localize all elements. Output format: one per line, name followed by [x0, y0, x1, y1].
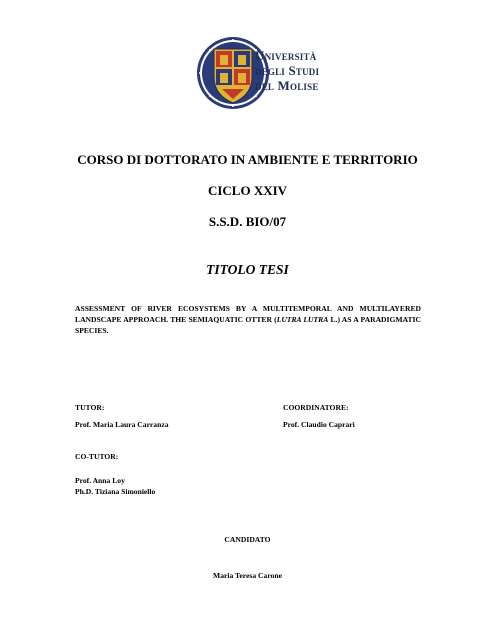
tutor-label: TUTOR:: [75, 403, 105, 412]
cotutor-name-1: Prof. Anna Loy: [75, 476, 125, 485]
course-title: CORSO DI DOTTORATO IN AMBIENTE E TERRITORIO: [77, 152, 418, 167]
cycle-title: CICLO XXIV: [207, 183, 288, 198]
tutor-name: Prof. Maria Laura Carranza: [75, 420, 169, 429]
university-name-line2: degli Studi: [255, 63, 320, 78]
candidate-label: CANDIDATO: [224, 535, 271, 544]
thesis-title-species: LUTRA LUTRA: [276, 315, 329, 324]
thesis-title-part2: L.) AS A PARADIGMATIC SPECIES.: [75, 315, 421, 335]
cotutor-name-2: Ph.D. Tiziana Simoniello: [75, 487, 156, 496]
university-name-line1: Università: [255, 48, 317, 63]
cotutor-label: CO-TUTOR:: [75, 452, 119, 461]
ssd-title: S.S.D. BIO/07: [208, 214, 287, 229]
candidate-name: Maria Teresa Carone: [213, 571, 282, 580]
coordinator-label: COORDINATORE:: [283, 403, 349, 412]
university-name: [255, 48, 319, 93]
coordinator-name: Prof. Claudio Caprari: [283, 420, 355, 429]
thesis-title-label: TITOLO TESI: [206, 262, 289, 277]
thesis-title-text: [75, 303, 421, 336]
university-name-line3: del Molise: [255, 78, 319, 93]
thesis-title-part1: ASSESSMENT OF RIVER ECOSYSTEMS BY A MULTITEMPORAL AND MULTILAYERED LANDSCAPE APPROACH. THE SEMIAQUATIC OTTER (: [75, 304, 421, 324]
